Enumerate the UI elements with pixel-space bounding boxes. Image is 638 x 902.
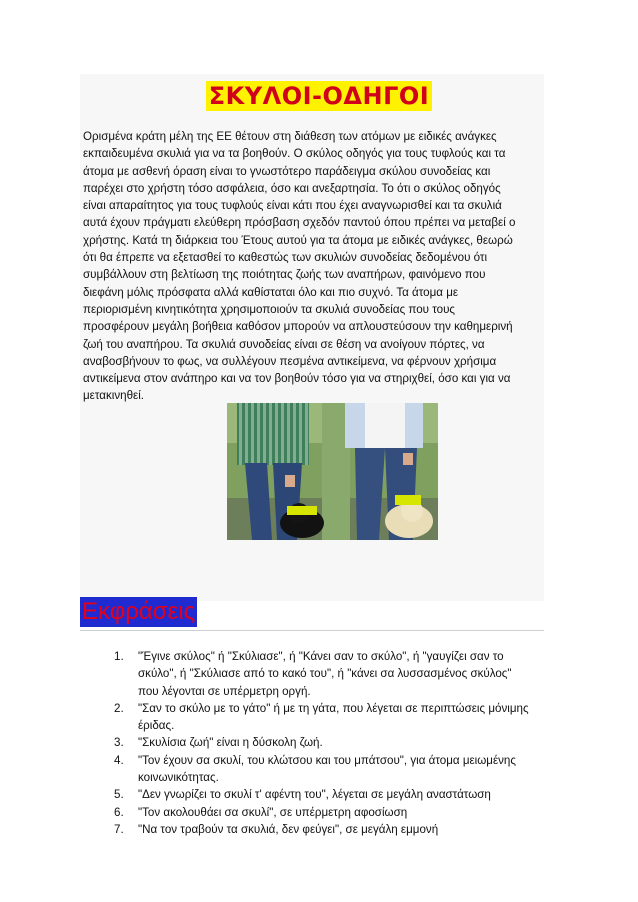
list-item-number: 2. <box>114 701 124 715</box>
list-item-line: που λέγονται σε υπέρμετρη οργή. <box>138 684 311 698</box>
body-line: ότι θα έπρεπε να εξετασθεί το καθεστώς των σκυλιών συνοδείας δεδομένου ότι <box>83 251 488 265</box>
body-line: διεφάνη μόλις πρόσφατα αλλά καθίσταται όλο και πιο συχνό. Τα άτομα με <box>83 285 459 299</box>
list-item-number: 6. <box>114 805 124 819</box>
body-line: εκπαιδευμένα σκυλιά για να τα βοηθούν. Ο σκύλος οδηγός για τους τυφλούς και τα <box>83 147 506 161</box>
list-item <box>114 821 534 838</box>
list-item-line: "Τον ακολουθάει σα σκυλί", σε υπέρμετρη αφοσίωση <box>138 805 408 819</box>
section-divider <box>80 630 544 631</box>
section-title-expressions: Εκφράσεις <box>82 598 196 625</box>
body-line: ζωή του αναπήρου. Τα σκυλιά συνοδείας είναι σε θέση να ανοίγουν πόρτες, να <box>83 337 485 351</box>
body-line: περιορισμένη κινητικότητα χρησιμοποιούν τα σκυλιά συνοδείας που τους <box>83 302 456 316</box>
list-item <box>114 648 534 700</box>
body-line: αυτά έχουν πράγματι ελεύθερη πρόσβαση σχεδόν παντού όπου πρέπει να μεταβεί ο <box>83 216 516 230</box>
list-item-line: "Τον έχουν σα σκυλί, του κλώτσου και του μπάτσου", για άτομα μειωμένης <box>138 753 516 767</box>
list-item <box>114 804 534 821</box>
expressions-list <box>114 648 534 838</box>
list-item-number: 7. <box>114 822 124 836</box>
body-line: αναβοσβήνουν το φως, να συλλέγουν πεσμένα αντικείμενα, να φέρνουν χρήσιμα <box>83 354 497 368</box>
list-item-line: "Να τον τραβούν τα σκυλιά, δεν φεύγει", σε μεγάλη εμμονή <box>138 822 439 836</box>
guide-dogs-photo <box>227 403 438 540</box>
body-line: μετακινηθεί. <box>83 389 144 403</box>
list-item <box>114 700 534 735</box>
list-item <box>114 786 534 803</box>
body-line: χρήστης. Κατά τη διάρκεια του Έτους αυτού για τα άτομα με ειδικές ανάγκες, θεωρώ <box>83 233 513 247</box>
list-item-line: "Σαν το σκύλο με το γάτο" ή με τη γάτα, που λέγεται σε περιπτώσεις μόνιμης <box>138 701 529 715</box>
list-item <box>114 734 534 751</box>
list-item-line: κοινωνικότητας. <box>138 771 219 785</box>
body-line: προσφέρουν μεγάλη βοήθεια καθόσον μπορούν να απλουστεύσουν την καθημερινή <box>83 320 513 334</box>
title-wrapper <box>0 81 638 111</box>
list-item <box>114 752 534 787</box>
list-item-line: "Έγινε σκύλος" ή "Σκύλιασε", ή "Κάνει σαν το σκύλο", ή "γαυγίζει σαν το <box>138 650 504 663</box>
list-item-number: 3. <box>114 736 124 750</box>
article-body <box>83 128 545 405</box>
body-line: Ορισμένα κράτη μέλη της ΕΕ θέτουν στη διάθεση των ατόμων με ειδικές ανάγκες <box>83 130 497 143</box>
list-item-line: έριδας. <box>138 719 175 733</box>
body-line: αντικείμενα στον ανάπηρο και να τον βοηθούν τόσο για να στηριχθεί, όσο και για να <box>83 372 511 386</box>
body-line: άτομα με ασθενή όραση είναι το γνωστότερο παράδειγμα σκύλου συνοδείας και <box>83 164 491 178</box>
list-item-line: "Δεν γνωρίζει το σκυλί τ' αφέντη του", λέγεται σε μεγάλη αναστάτωση <box>138 788 491 802</box>
list-item-number: 5. <box>114 788 124 802</box>
body-line: παρέχει στο χρήστη τόσο ασφάλεια, όσο και ανεξαρτησία. Το ότι ο σκύλος οδηγός <box>83 181 501 195</box>
page-title: ΣΚΥΛΟΙ-ΟΔΗΓΟΙ <box>206 81 432 111</box>
list-item-number: 1. <box>114 650 124 663</box>
list-item-line: σκύλο", ή "Σκύλιασε από το κακό του", ή "κάνει σα λυσσασμένος σκύλος" <box>138 667 512 681</box>
list-item-number: 4. <box>114 753 124 767</box>
body-line: είναι απαραίτητος για τους τυφλούς είναι κάτι που έχει αναγνωρισθεί και τα σκυλιά <box>83 199 502 213</box>
list-item-line: "Σκυλίσια ζωή" είναι η δύσκολη ζωή. <box>138 736 323 750</box>
body-line: συμβάλλουν στη βελτίωση της ποιότητας ζωής των αναπήρων, φαινόμενο που <box>83 268 486 282</box>
